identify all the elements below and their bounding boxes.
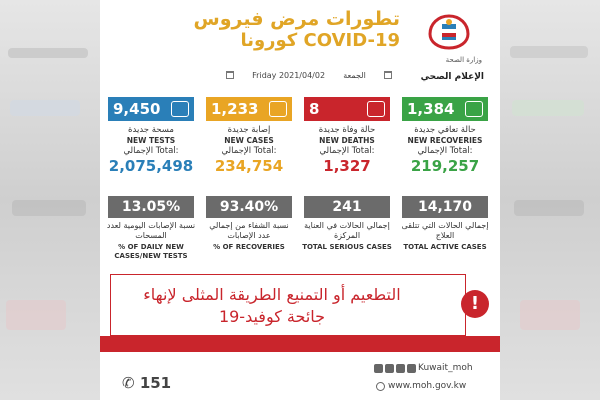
twitter-icon[interactable] [396,364,405,373]
test-swab-icon [171,101,189,117]
new-tests-label-en: NEW TESTS [126,136,176,145]
new-tests-value: 9,450 [113,100,161,118]
daily-cases-ratio-box [108,196,194,218]
new-cases-total: 234,754 [214,157,284,175]
date-bar [226,68,392,82]
new-cases-value: 1,233 [211,100,259,118]
serious-cases-label-en: TOTAL SERIOUS CASES [302,243,392,251]
new-deaths-value: 8 [309,100,320,118]
date-english: Friday 2021/04/02 [252,70,326,80]
active-cases-label-ar: إجمالي الحالات التي تتلقى العلاج [401,221,489,240]
hotline[interactable] [122,374,171,392]
footer-red-band [100,336,500,352]
recovery-ratio-box [206,196,292,218]
instagram-icon[interactable] [385,364,394,373]
new-deaths-total: 1,327 [323,157,371,175]
new-recoveries-total: 219,257 [410,157,480,175]
vaccination-message [112,284,432,328]
calendar-icon [384,71,392,79]
new-cases-label-en: NEW CASES [224,136,274,145]
facebook-icon[interactable] [374,364,383,373]
ministry-logo-icon [420,14,478,50]
new-recoveries-label-en: NEW RECOVERIES [407,136,483,145]
new-tests-total: 2,075,498 [108,157,194,175]
serious-cases-value: 241 [332,199,362,215]
new-deaths-label-ar: حالة وفاة جديدة [318,125,376,135]
recovery-ratio-value: 93.40% [219,199,279,215]
infographic-card [100,0,500,400]
serious-cases-label-ar: إجمالي الحالات في العناية المركزة [304,221,390,240]
alert-icon: ! [461,290,489,318]
new-cases-total-label: الإجمالي Total: [221,146,277,156]
social-links [374,363,496,373]
ministry-name: وزارة الصحة [445,56,482,64]
social-handle[interactable]: Kuwait_moh [418,363,473,373]
serious-cases-box [304,196,390,218]
vaccination-message-line1: التطعيم أو التمنيع الطريقة المثلى لإنهاء [143,285,401,304]
phone-icon: ✆ [122,374,135,392]
active-cases-value: 14,170 [417,199,473,215]
daily-cases-ratio-label-en: % OF DAILY NEW CASES/NEW TESTS [114,243,188,260]
youtube-icon[interactable] [407,364,416,373]
daily-cases-ratio-label-ar: نسبة الإصابات اليومية لعدد المسحات [106,221,196,240]
person-check-icon [465,101,483,117]
hotline-number[interactable]: 151 [139,374,172,392]
active-cases-box [402,196,488,218]
website-link[interactable] [376,381,498,391]
new-deaths-label-en: NEW DEATHS [319,136,375,145]
health-media-label: الإعلام الصحي [420,72,484,82]
active-cases-label-en: TOTAL ACTIVE CASES [403,243,487,251]
day-arabic: الجمعة [343,70,366,80]
new-recoveries-box [402,97,488,121]
recovery-ratio-label-en: % OF RECOVERIES [213,243,285,251]
title-arabic: تطورات مرض فيروس [193,8,400,30]
new-recoveries-value: 1,384 [407,100,455,118]
globe-icon [376,382,385,391]
title-covid: كورونا COVID-19 [240,30,400,51]
new-recoveries-label-ar: حالة تعافي جديدة [414,125,476,135]
new-cases-label-ar: إصابة جديدة [227,125,271,135]
vaccination-message-line2: جائحة كوفيد-19 [218,307,326,326]
calendar-icon [226,71,234,79]
background-blur-left [0,0,100,400]
recovery-ratio-label-ar: نسبة الشفاء من إجمالي عدد الإصابات [209,221,289,240]
new-tests-total-label: الإجمالي Total: [123,146,179,156]
new-deaths-box [304,97,390,121]
website-url[interactable]: www.moh.gov.kw [388,381,467,391]
daily-cases-ratio-value: 13.05% [121,199,181,215]
tombstone-icon [367,101,385,117]
new-deaths-total-label: الإجمالي Total: [319,146,375,156]
background-blur-right [500,0,600,400]
new-recoveries-total-label: الإجمالي Total: [417,146,473,156]
new-tests-box [108,97,194,121]
new-tests-label-ar: مسحة جديدة [128,125,174,135]
people-icon [269,101,287,117]
new-cases-box [206,97,292,121]
